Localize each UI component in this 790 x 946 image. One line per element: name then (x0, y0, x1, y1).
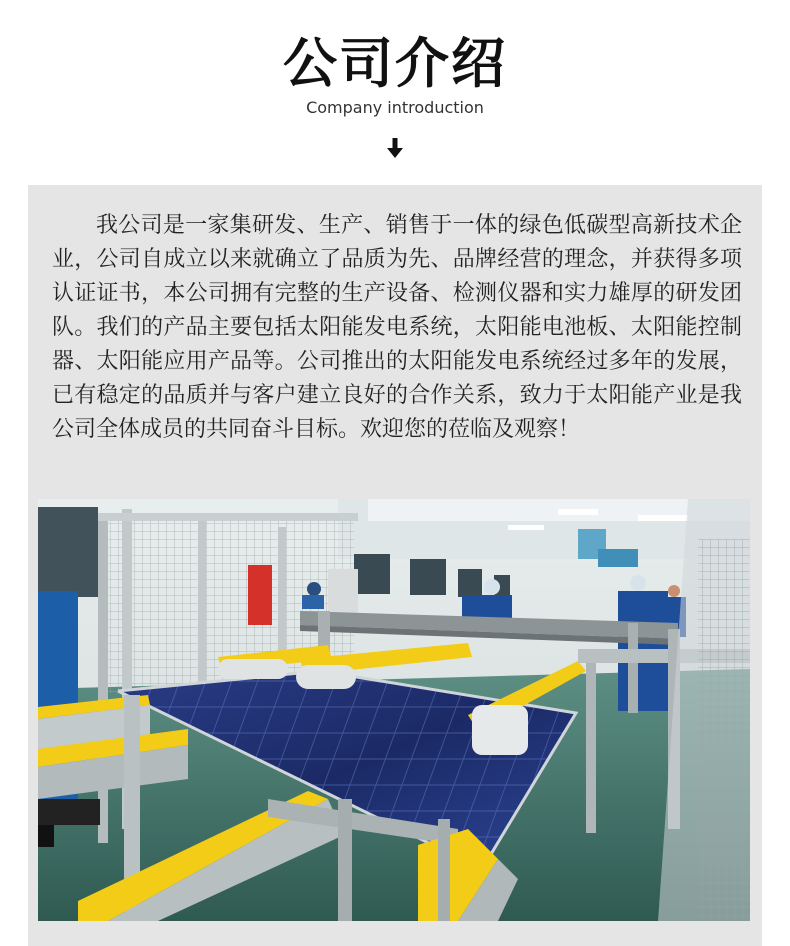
page-subtitle: Company introduction (306, 98, 484, 117)
factory-photo (38, 499, 750, 921)
intro-panel (28, 185, 762, 946)
header-section (0, 0, 790, 185)
arrow-down-icon (385, 136, 405, 160)
intro-paragraph: 我公司是一家集研发、生产、销售于一体的绿色低碳型高新技术企业，公司自成立以来就确立了品质为先、品牌经营的理念，并获得多项认证证书，本公司拥有完整的生产设备、检测仪器和实力雄厚的研发团队。我们的产品主要包括太阳能发电系统，太阳能电池板、太阳能控制器、太阳能应用产品等。公司推出的太阳能发电系统经过多年的发展，已有稳定的品质并与客户建立良好的合作关系，致力于太阳能产业是我公司全体成员的共同奋斗目标。欢迎您的莅临及观察！ (52, 213, 742, 442)
factory-photo-illustration (38, 499, 750, 921)
page-title: 公司介绍 (283, 32, 507, 95)
